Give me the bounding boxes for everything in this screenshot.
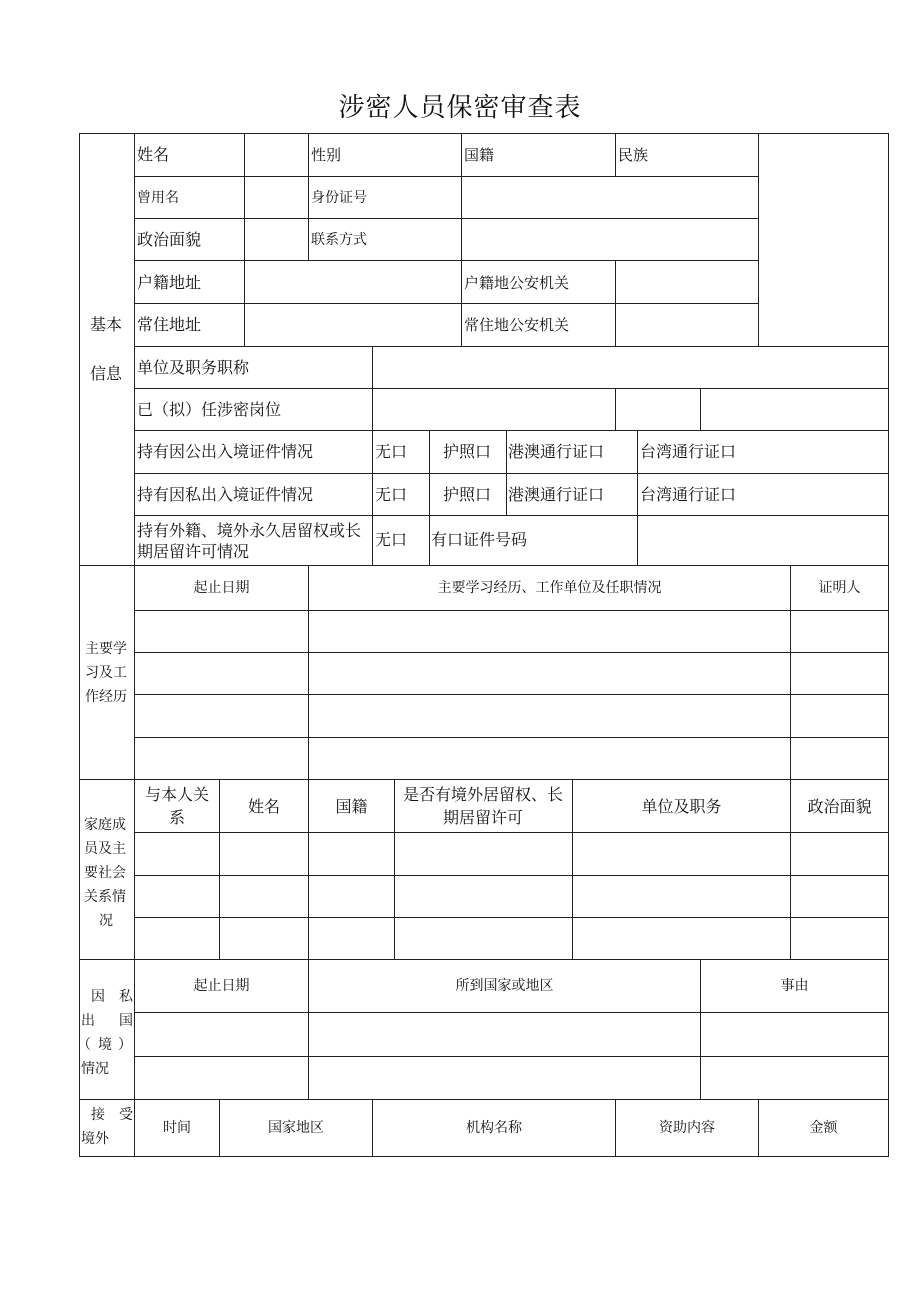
row-line <box>134 515 889 516</box>
col-header-family-name: 姓名 <box>247 797 280 816</box>
label-employer-title: 单位及职务职称 <box>137 358 250 377</box>
checkbox-taiwan-permit[interactable]: 台湾通行证口 <box>640 442 737 461</box>
label-nationality: 国籍 <box>464 146 495 164</box>
col-line <box>372 346 373 566</box>
col-header-content: 资助内容 <box>659 1120 715 1136</box>
section-label-family: 要社会 <box>84 865 126 881</box>
col-line <box>615 260 616 347</box>
label-residence-address: 常住地址 <box>137 315 202 334</box>
label-gender: 性别 <box>311 146 342 164</box>
label-political-status: 政治面貌 <box>137 230 202 249</box>
col-header-region: 国家地区 <box>268 1120 324 1136</box>
row-line <box>134 610 889 611</box>
row-line <box>134 737 889 738</box>
section-label-family: 员及主 <box>84 841 126 857</box>
col-header-amount: 金额 <box>809 1120 838 1136</box>
checkbox-has-document[interactable]: 有口证件号码 <box>431 530 528 549</box>
section-divider <box>79 1099 889 1100</box>
col-line <box>506 430 507 516</box>
row-line <box>134 388 889 389</box>
col-header-witness: 证明人 <box>818 580 861 596</box>
row-line <box>134 1056 889 1057</box>
col-line <box>700 388 701 431</box>
col-header-travel-dates: 起止日期 <box>193 978 250 994</box>
label-classified-post: 已（拟）任涉密岗位 <box>137 400 282 419</box>
label-public-travel-docs: 持有因公出入境证件情况 <box>137 442 314 461</box>
row-line <box>134 346 889 347</box>
section-label-travel: 境 <box>98 1037 112 1053</box>
row-line <box>134 875 889 876</box>
section-divider <box>79 959 889 960</box>
label-contact: 联系方式 <box>311 232 367 248</box>
col-header-relation: 与本人关系 <box>144 785 209 827</box>
section-label-family: 关系情 <box>84 889 126 905</box>
row-line <box>134 832 889 833</box>
section-label-travel: 因 <box>91 989 105 1005</box>
col-header-work-desc: 主要学习经历、工作单位及任职情况 <box>437 580 662 596</box>
table-left-border <box>79 133 80 1157</box>
label-household-address: 户籍地址 <box>137 273 202 292</box>
section-label-travel: （ <box>77 1037 91 1053</box>
checkbox-none[interactable]: 无口 <box>375 530 408 549</box>
section-divider <box>79 565 889 566</box>
table-bottom-border <box>79 1156 889 1157</box>
section-label-basic: 信息 <box>90 364 123 383</box>
section-label-travel: ） <box>118 1037 132 1053</box>
row-line <box>134 260 759 261</box>
section-label-travel: 出 <box>81 1013 95 1029</box>
col-line <box>308 133 309 261</box>
section-label-basic: 基本 <box>90 315 123 334</box>
section-label-funding: 受 <box>119 1107 133 1123</box>
row-line <box>134 430 889 431</box>
checkbox-none[interactable]: 无口 <box>375 442 408 461</box>
checkbox-none[interactable]: 无口 <box>375 485 408 504</box>
checkbox-passport[interactable]: 护照口 <box>443 485 492 504</box>
row-line <box>134 473 889 474</box>
col-line <box>615 133 616 177</box>
label-household-police: 户籍地公安机关 <box>464 274 570 292</box>
col-line <box>461 133 462 347</box>
label-id-number: 身份证号 <box>311 190 367 206</box>
section-label-travel: 情况 <box>81 1061 109 1077</box>
col-line <box>244 133 245 261</box>
section-label-work: 作经历 <box>85 689 127 705</box>
row-line <box>134 694 889 695</box>
section-label-divider <box>134 133 135 1157</box>
checkbox-taiwan-permit[interactable]: 台湾通行证口 <box>640 485 737 504</box>
label-residence-police: 常住地公安机关 <box>464 316 570 334</box>
label-former-name: 曾用名 <box>137 190 179 206</box>
row-line <box>134 1012 889 1013</box>
col-header-residency: 是否有境外居留权、长期居留许可 <box>402 785 563 827</box>
section-label-funding: 接 <box>91 1107 105 1123</box>
form-title: 涉密人员保密审查表 <box>338 93 582 123</box>
label-ethnicity: 民族 <box>618 146 649 164</box>
section-label-family: 况 <box>99 913 113 929</box>
row-line <box>134 303 759 304</box>
section-label-travel: 私 <box>119 989 133 1005</box>
section-label-funding: 境外 <box>81 1131 109 1147</box>
col-header-country: 所到国家或地区 <box>455 978 554 994</box>
table-right-border <box>888 133 889 1157</box>
section-label-work: 主要学 <box>85 641 127 657</box>
table-top-border <box>79 133 889 134</box>
col-header-employer: 单位及职务 <box>641 797 722 816</box>
section-label-work: 习及工 <box>85 665 127 681</box>
col-line <box>615 388 616 431</box>
col-header-reason: 事由 <box>780 978 809 994</box>
col-line <box>244 260 245 347</box>
col-header-org: 机构名称 <box>466 1120 522 1136</box>
photo-box-border <box>758 133 759 347</box>
row-line <box>134 218 759 219</box>
label-name: 姓名 <box>137 145 170 164</box>
row-line <box>134 176 759 177</box>
section-divider <box>79 779 889 780</box>
col-header-time: 时间 <box>163 1120 191 1136</box>
label-private-travel-docs: 持有因私出入境证件情况 <box>137 485 314 504</box>
col-line <box>637 430 638 566</box>
checkbox-passport[interactable]: 护照口 <box>443 442 492 461</box>
row-line <box>134 917 889 918</box>
label-foreign-residency: 持有外籍、境外永久居留权或长期居留许可情况 <box>137 521 362 561</box>
checkbox-hk-macau-permit[interactable]: 港澳通行证口 <box>508 442 605 461</box>
checkbox-hk-macau-permit[interactable]: 港澳通行证口 <box>508 485 605 504</box>
section-label-travel: 国 <box>119 1013 133 1029</box>
col-line <box>429 430 430 566</box>
row-line <box>134 652 889 653</box>
col-header-dates: 起止日期 <box>193 580 250 596</box>
col-header-family-nationality: 国籍 <box>335 797 368 816</box>
col-header-political: 政治面貌 <box>807 797 872 816</box>
section-label-family: 家庭成 <box>84 817 126 833</box>
